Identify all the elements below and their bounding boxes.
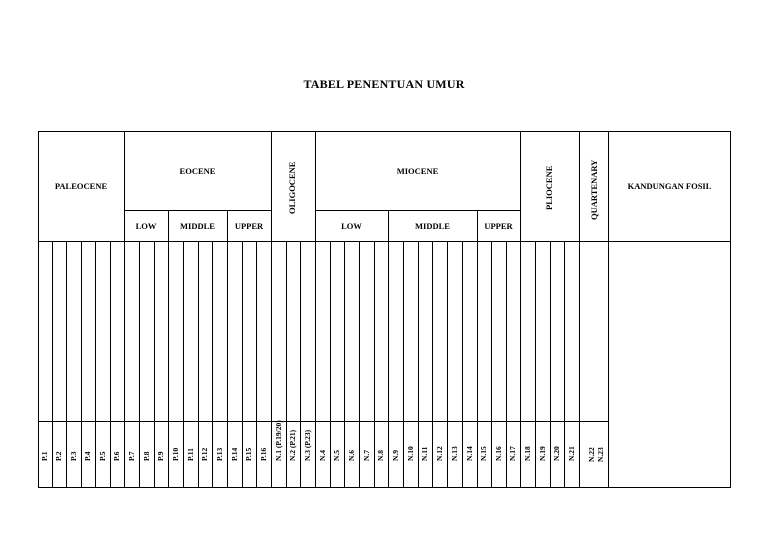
zone-label: N.21 (566, 446, 576, 461)
zone-column-line (330, 241, 331, 488)
zone-label: P.4 (83, 451, 92, 461)
zone-column-line (212, 241, 213, 488)
zone-label: P.7 (126, 451, 136, 461)
zone-label: N.20 (552, 446, 561, 461)
zone-column-line (491, 241, 492, 488)
fossil-content-label: KANDUNGAN FOSIL (627, 181, 712, 191)
zone-column-line (271, 241, 272, 488)
zone-column-line (124, 241, 125, 488)
zone-label: N.11 (420, 446, 429, 461)
zone-label: P.6 (112, 451, 121, 461)
zone-label: N.19 (537, 446, 547, 461)
zone-column-line (315, 241, 316, 488)
miocene-upper-label: UPPER (484, 220, 513, 231)
zone-column-line (447, 241, 448, 488)
zone-column-line (403, 241, 404, 488)
zone-column-line (95, 241, 96, 488)
miocene-middle-label: MIDDLE (415, 220, 450, 231)
zone-label: N.10 (405, 446, 415, 461)
zone-label: N.15 (479, 446, 488, 461)
zone-column-line (359, 241, 360, 488)
paleocene-label: PALEOCENE (54, 181, 108, 191)
zone-label: N.9 (390, 449, 400, 461)
zone-column-line (154, 241, 155, 488)
zone-column-line (66, 241, 67, 488)
zone-column-line (227, 241, 228, 488)
zone-label: N.7 (361, 449, 371, 461)
zone-column-line (564, 241, 565, 488)
zone-column-line (300, 241, 301, 488)
pliocene-label: PLIOCENE (544, 165, 554, 210)
oligocene-label: OLIGOCENE (287, 161, 297, 214)
zone-column-line (198, 241, 199, 488)
zone-label: N.17 (508, 446, 517, 461)
zone-label: P.5 (97, 451, 107, 461)
zone-label: P.1 (40, 451, 49, 461)
eocene-middle-label: MIDDLE (180, 220, 215, 231)
miocene-low-label: LOW (341, 220, 362, 231)
zone-column-line (550, 241, 551, 488)
zone-label: P.12 (200, 447, 209, 461)
zone-column-line (432, 241, 433, 488)
zone-label: P.13 (214, 447, 224, 461)
zone-label: N.18 (522, 446, 532, 461)
zone-label: P.14 (229, 447, 239, 461)
eocene-upper-label: UPPER (234, 220, 264, 231)
zone-column-line (535, 241, 536, 488)
zone-column-line (477, 241, 478, 488)
zone-label: N.8 (376, 449, 385, 461)
zone-column-line (374, 241, 375, 488)
zone-label: N.5 (332, 449, 341, 461)
page-title: TABEL PENENTUAN UMUR (303, 77, 465, 91)
zone-label: P.3 (68, 451, 78, 461)
zone-label: P.9 (156, 451, 165, 461)
zone-column-line (183, 241, 184, 488)
zone-column-line (242, 241, 243, 488)
zone-label: N.12 (434, 446, 444, 461)
zone-label: N.2 (P.21) (288, 429, 297, 461)
zone-column-line (286, 241, 287, 488)
eocene-low-label: LOW (135, 220, 157, 231)
header-divider (38, 241, 731, 242)
zone-label: N.6 (346, 449, 356, 461)
zone-column-line (462, 241, 463, 488)
zone-label: P.16 (258, 447, 268, 461)
zone-column-line (139, 241, 140, 488)
zone-column-line (256, 241, 257, 488)
zone-label: N.13 (449, 446, 459, 461)
zone-column-line (418, 241, 419, 488)
zone-label: N.14 (464, 446, 474, 461)
quartenary-label: QUARTENARY (589, 159, 599, 220)
zone-column-line (81, 241, 82, 488)
zone-label: P.2 (54, 451, 63, 461)
zone-column-line (506, 241, 507, 488)
miocene-label: MIOCENE (396, 165, 439, 176)
zone-label: N.4 (317, 449, 327, 461)
zone-label: N.1 (P.19/20) (273, 420, 283, 461)
zone-column-line (168, 241, 169, 488)
zone-label: P.10 (170, 447, 180, 461)
zone-label: P.11 (185, 448, 195, 461)
zone-column-line (344, 241, 345, 488)
zone-column-line (110, 241, 111, 488)
zone-column-line (388, 241, 389, 488)
zone-column-line (520, 241, 521, 488)
zone-label: P.8 (141, 451, 151, 461)
zone-label: P.15 (244, 447, 253, 461)
zone-label: N.16 (493, 446, 503, 461)
divider-pliocene-quartenary (579, 131, 580, 488)
zone-column-line (52, 241, 53, 488)
quartenary-zone-label: N.22 N.23 (587, 447, 605, 462)
eocene-label: EOCENE (179, 165, 216, 176)
zone-label: N.3 (P.23) (302, 429, 312, 461)
